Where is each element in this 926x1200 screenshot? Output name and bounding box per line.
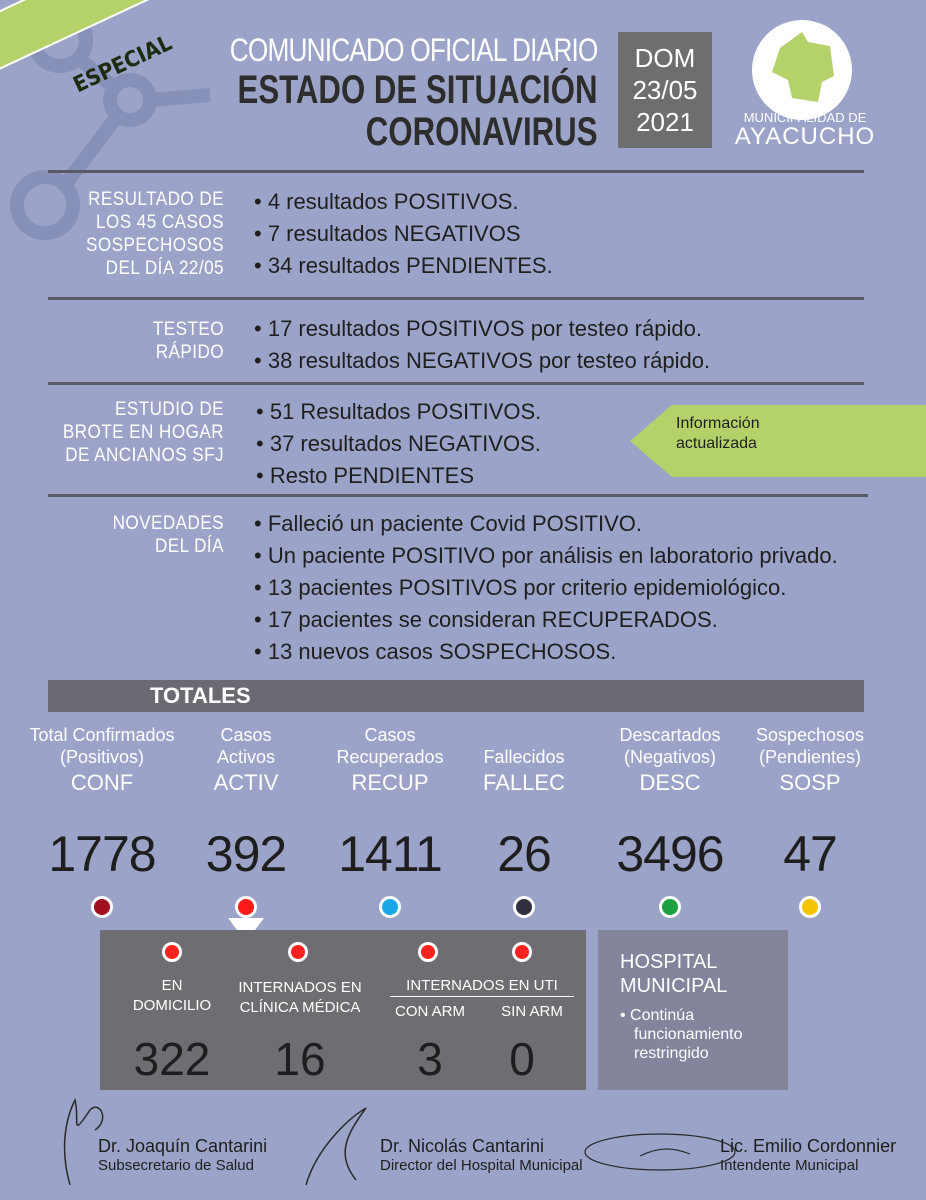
- header-line3: CORONAVIRUS: [366, 110, 598, 154]
- status-dot-icon: [235, 896, 257, 918]
- label-line: EN: [161, 977, 183, 994]
- col-value: 1411: [338, 826, 442, 882]
- list-item: • Resto PENDIENTES: [256, 460, 541, 492]
- date-date: 23/05: [632, 75, 698, 105]
- red-dot-icon: [162, 942, 182, 962]
- totals-label: TOTALES: [150, 683, 251, 708]
- hospital-status-line: restringido: [634, 1045, 709, 1062]
- section-label-testeo: [58, 318, 224, 364]
- col-code: CONF: [70, 770, 134, 795]
- col-title: Fallecidos: [483, 747, 565, 767]
- domicilio-value: 322: [133, 1033, 211, 1085]
- col-title: (Negativos): [623, 747, 717, 767]
- clinica-value: 16: [274, 1033, 326, 1085]
- signature-name: Dr. Nicolás Cantarini: [380, 1136, 545, 1156]
- status-dot-icon: [659, 896, 681, 918]
- list-item: • 7 resultados NEGATIVOS: [254, 218, 553, 250]
- status-dot-icon: [379, 896, 401, 918]
- bullet-icon: •: [620, 1007, 631, 1024]
- status-dot-icon: [799, 896, 821, 918]
- signature-role: Subsecretario de Salud: [98, 1157, 254, 1174]
- logo-circle: [752, 20, 852, 120]
- section-label-resultados: [58, 188, 224, 280]
- update-note: [676, 414, 760, 454]
- list-item: • Falleció un paciente Covid POSITIVO.: [254, 508, 838, 540]
- active-breakdown-box: [100, 930, 586, 1090]
- section-bullets-testeo: [254, 313, 710, 377]
- signature-name: Dr. Joaquín Cantarini: [98, 1136, 268, 1156]
- status-dot-icon: [513, 896, 535, 918]
- divider: [48, 297, 864, 300]
- uti-con-value: 3: [417, 1033, 443, 1085]
- list-item: • 13 pacientes POSITIVOS por criterio epidemiológico.: [254, 572, 838, 604]
- section-label-line: LOS 45 CASOS: [95, 212, 224, 233]
- section-label-line: TESTEO: [152, 319, 224, 340]
- hospital-status: [620, 1006, 743, 1063]
- update-note-line1: Información: [676, 415, 760, 432]
- col-code: SOSP: [779, 770, 841, 795]
- col-value: 26: [497, 826, 551, 882]
- col-code: RECUP: [351, 770, 429, 795]
- signature-role: Intendente Municipal: [720, 1157, 859, 1174]
- col-value: 47: [783, 826, 837, 882]
- update-arrow-shape: [630, 405, 926, 477]
- header-line2: ESTADO DE SITUACIÓN: [238, 68, 598, 112]
- col-title: (Pendientes): [758, 747, 862, 767]
- municipality-logo: [730, 20, 880, 160]
- section-label-line: RESULTADO DE: [88, 189, 224, 210]
- col-code: DESC: [639, 770, 701, 795]
- special-badge: ESPECIAL: [69, 30, 176, 99]
- label-line: INTERNADOS EN: [238, 979, 362, 996]
- signature-role: Director del Hospital Municipal: [380, 1157, 583, 1174]
- list-item: • 17 resultados POSITIVOS por testeo rápido.: [254, 313, 710, 345]
- col-title: Total Confirmados: [29, 725, 175, 745]
- col-title: Casos: [364, 725, 416, 745]
- total-col-fallec: [468, 724, 580, 918]
- logo-line1: MUNICIPALIDAD DE: [743, 110, 867, 125]
- section-label-line: RÁPIDO: [155, 342, 224, 363]
- section-label-novedades: [58, 512, 224, 558]
- uti-sin-value: 0: [509, 1033, 535, 1085]
- section-label-line: BROTE EN HOGAR: [62, 422, 224, 443]
- signature-3: [720, 1136, 896, 1174]
- divider: [48, 382, 864, 385]
- map-shape-icon: [752, 20, 852, 120]
- hospital-title: [620, 950, 727, 998]
- label-line: DOMICILIO: [132, 997, 212, 1014]
- logo-line2: AYACUCHO: [734, 123, 876, 150]
- col-value: 3496: [616, 826, 724, 882]
- divider: [48, 494, 868, 497]
- signature-scribble-2: [296, 1100, 376, 1190]
- date-year: 2021: [636, 107, 694, 137]
- signature-1: [98, 1136, 267, 1174]
- uti-divider: [390, 996, 574, 997]
- status-dot-icon: [91, 896, 113, 918]
- total-col-conf: [18, 724, 186, 918]
- signature-2: [380, 1136, 583, 1174]
- section-label-line: DEL DÍA 22/05: [105, 258, 224, 279]
- col-title: Recuperados: [336, 747, 444, 767]
- label-line: CLÍNICA MÉDICA: [239, 999, 361, 1016]
- header-title-block: [136, 32, 598, 153]
- domicilio-label: [122, 976, 222, 1016]
- divider: [48, 170, 864, 173]
- list-item: • 17 pacientes se consideran RECUPERADOS.: [254, 604, 838, 636]
- section-label-line: NOVEDADES: [112, 513, 224, 534]
- total-col-activ: [186, 724, 306, 918]
- red-dot-icon: [512, 942, 532, 962]
- date-box: [618, 32, 712, 148]
- section-bullets-brote: [256, 396, 541, 492]
- col-code: FALLEC: [483, 770, 565, 795]
- col-value: 392: [205, 826, 287, 882]
- section-label-brote: [58, 398, 224, 467]
- col-value: 1778: [48, 826, 156, 882]
- uti-con-label: CON ARM: [394, 1003, 465, 1020]
- uti-sin-label: SIN ARM: [501, 1003, 563, 1020]
- section-bullets-resultados: [254, 186, 553, 282]
- update-note-line2: actualizada: [676, 435, 757, 452]
- section-label-line: DE ANCIANOS SFJ: [65, 445, 224, 466]
- total-col-recup: [326, 724, 454, 918]
- total-col-sosp: [748, 724, 872, 918]
- list-item: • 38 resultados NEGATIVOS por testeo rápido.: [254, 345, 710, 377]
- list-item: • 34 resultados PENDIENTES.: [254, 250, 553, 282]
- hospital-title-line: MUNICIPAL: [620, 975, 728, 997]
- total-col-desc: [600, 724, 740, 918]
- col-title: Descartados: [619, 725, 721, 745]
- uti-title: INTERNADOS EN UTI: [406, 977, 558, 994]
- hospital-status-line: Continúa: [630, 1007, 695, 1024]
- hospital-box: [598, 930, 788, 1090]
- col-title: (Positivos): [59, 747, 144, 767]
- section-label-line: DEL DÍA: [154, 536, 224, 557]
- date-day: DOM: [634, 43, 696, 73]
- col-title: Activos: [216, 747, 276, 767]
- hospital-status-line: funcionamiento: [634, 1026, 743, 1043]
- section-bullets-novedades: [254, 508, 838, 668]
- clinica-label: [238, 978, 362, 1018]
- col-title: Casos: [220, 725, 272, 745]
- hospital-title-line: HOSPITAL: [620, 951, 718, 973]
- section-label-line: ESTUDIO DE: [114, 399, 224, 420]
- col-title: Sospechosos: [755, 725, 865, 745]
- col-title: [468, 724, 580, 746]
- list-item: • 51 Resultados POSITIVOS.: [256, 396, 541, 428]
- list-item: • 13 nuevos casos SOSPECHOSOS.: [254, 636, 838, 668]
- section-label-line: SOSPECHOSOS: [86, 235, 224, 256]
- signature-scribble-3: [580, 1126, 740, 1176]
- col-code: ACTIV: [213, 770, 279, 795]
- red-dot-icon: [418, 942, 438, 962]
- list-item: • 4 resultados POSITIVOS.: [254, 186, 553, 218]
- red-dot-icon: [288, 942, 308, 962]
- list-item: • Un paciente POSITIVO por análisis en laboratorio privado.: [254, 540, 838, 572]
- signature-name: Lic. Emilio Cordonnier: [720, 1136, 897, 1156]
- list-item: • 37 resultados NEGATIVOS.: [256, 428, 541, 460]
- header-line1: COMUNICADO OFICIAL DIARIO: [230, 32, 598, 68]
